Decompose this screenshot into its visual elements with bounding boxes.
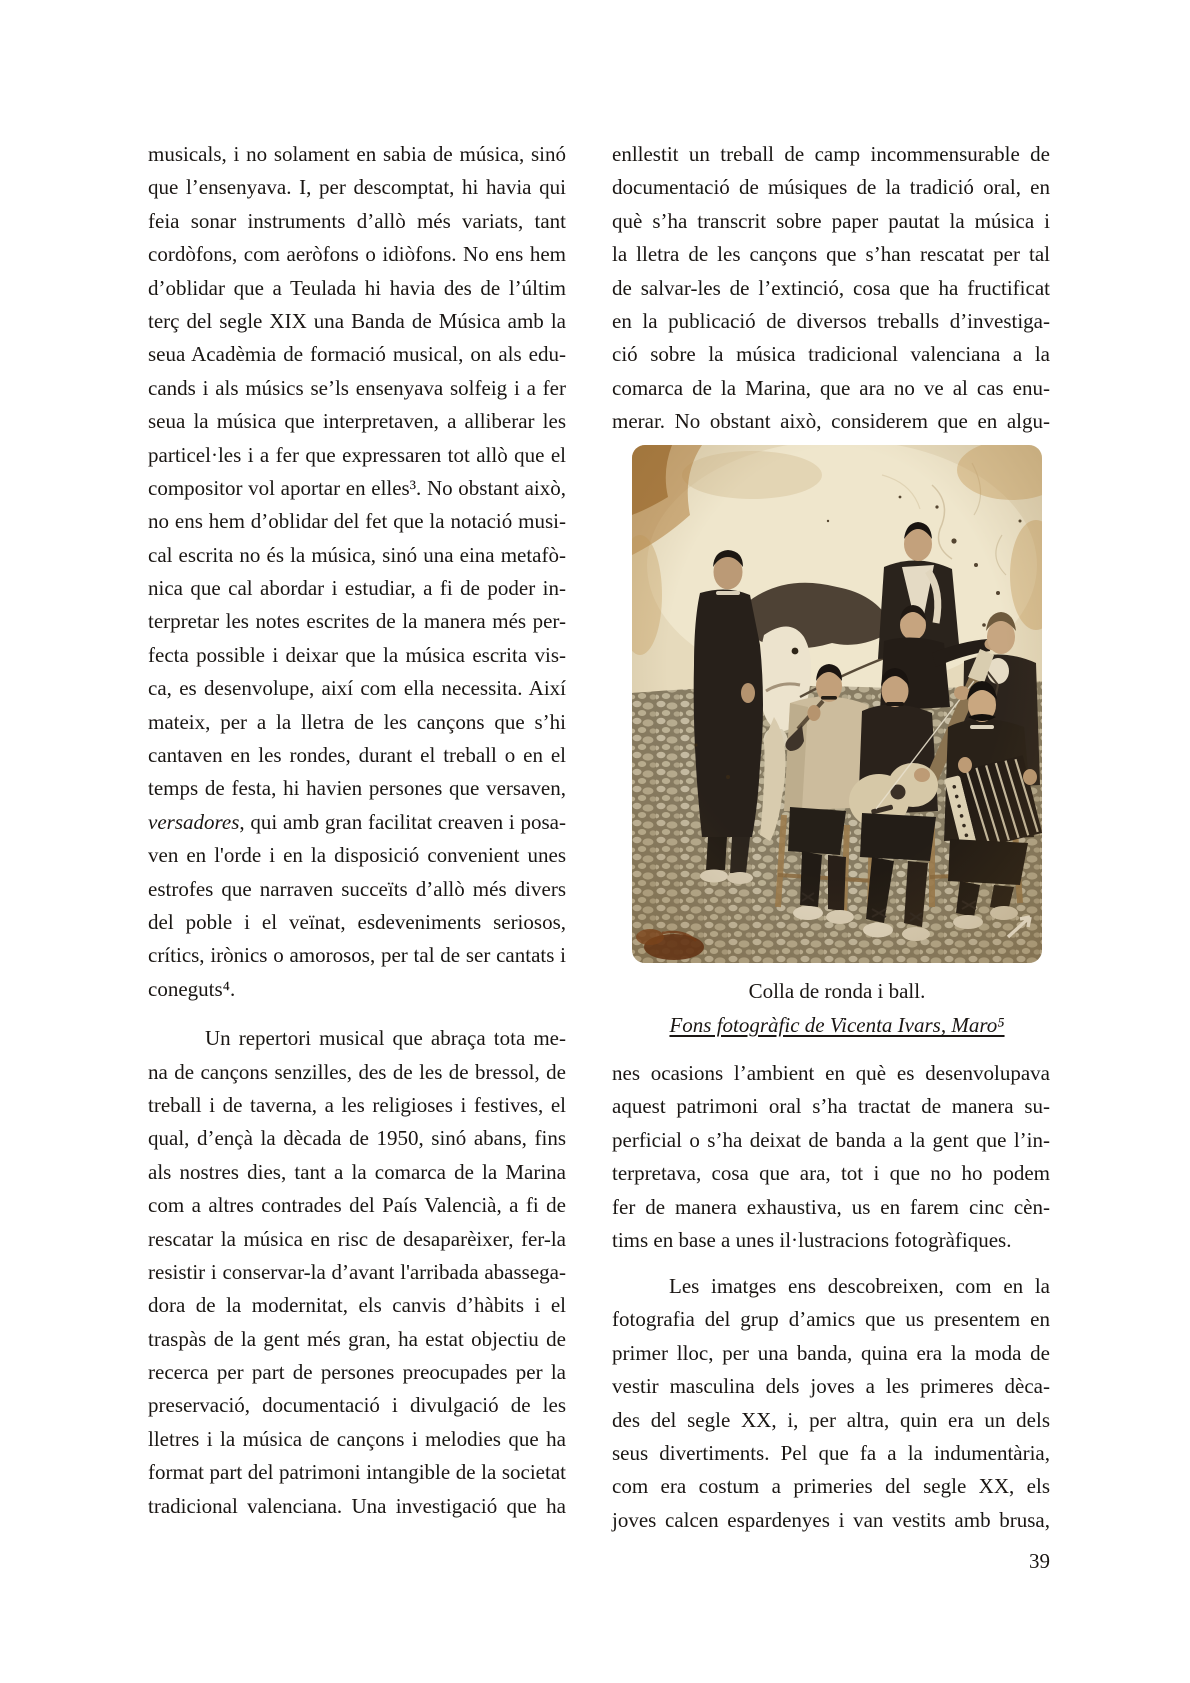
text-line: terpretava, cosa que ara, tot i que no ho podem <box>612 1161 1050 1186</box>
right-text-column-middle <box>612 1057 1050 1257</box>
text-line: temps de festa, hi havien persones que versaven, <box>148 776 566 801</box>
text-line: Les imatges ens descobreixen, com en la <box>669 1274 1050 1298</box>
text-line: recerca per part de persones preocupades per la <box>148 1360 566 1385</box>
text-line: particel·les i a fer que expressaren tot allò que el <box>148 442 566 467</box>
page-number: 39 <box>1029 1549 1050 1573</box>
text-line: de salvar-les de l’extinció, cosa que ha fructificat <box>612 275 1050 300</box>
text-line: com era costum a primeries del segle XX, els <box>612 1474 1050 1499</box>
text-line: ca, es desenvolupe, així com ella necessita. Així <box>148 676 566 701</box>
text-line: fotografia del grup d’amics que us presentem en <box>612 1307 1050 1332</box>
paragraph <box>612 138 1050 439</box>
photo-caption-source: Fons fotogràfic de Vicenta Ivars, Maro⁵ <box>669 1013 1005 1037</box>
text-line: compositor vol aportar en elles³. No obstant això, <box>148 475 566 500</box>
text-line: qual, d’ençà la dècada de 1950, sinó abans, fins <box>148 1126 566 1151</box>
text-line: com a altres contrades del País Valencià, a fi de <box>148 1193 566 1218</box>
right-text-column-top <box>612 138 1050 439</box>
text-line: rescatar la música en risc de desaparèixer, fer-la <box>148 1226 566 1251</box>
text-line: na de cançons senzilles, des de les de bressol, de <box>148 1059 566 1084</box>
text-line: nes ocasions l’ambient en què es desenvolupava <box>612 1061 1050 1085</box>
paragraph <box>148 1022 566 1523</box>
group-photo <box>632 445 1042 963</box>
text-line: lletres i la música de cançons i melodies que ha <box>148 1426 566 1451</box>
right-text-column-bottom <box>612 1270 1050 1537</box>
text-line: fer de manera exhaustiva, us en farem cinc cèn- <box>612 1194 1050 1219</box>
paragraph <box>148 138 566 1006</box>
text-line: Un repertori musical que abraça tota me- <box>205 1026 566 1051</box>
text-line: d’oblidar que a Teulada hi havia des de l’últim <box>148 275 566 300</box>
text-line: als nostres dies, tant a la comarca de la Marina <box>148 1159 566 1184</box>
text-line: cands i als músics se’ls ensenyava solfeig i a fer <box>148 375 566 400</box>
text-line: des del segle XX, i, per altra, quin era un dels <box>612 1407 1050 1432</box>
text-line: del poble i el veïnat, esdeveniments seriosos, <box>148 909 566 934</box>
text-line: nica que cal abordar i estudiar, a fi de poder in- <box>148 576 566 601</box>
text-line: feia sonar instruments d’allò més variats, tant <box>148 208 566 233</box>
text-line: cordòfons, com aeròfons o idiòfons. No ens hem <box>148 242 566 267</box>
text-line: documentació de músiques de la tradició oral, en <box>612 175 1050 200</box>
text-line: ció sobre la música tradicional valenciana a la <box>612 342 1050 367</box>
text-line: no ens hem d’oblidar del fet que la notació musi- <box>148 509 566 534</box>
text-line: perficial o s’ha deixat de banda a la gent que l’in- <box>612 1127 1050 1152</box>
text-line: cantaven en les rondes, durant el treball o en el <box>148 743 566 768</box>
text-line: comarca de la Marina, que ara no ve al cas enu- <box>612 375 1050 400</box>
text-line: musicals, i no solament en sabia de música, sinó <box>148 142 566 166</box>
text-line: versadores, qui amb gran facilitat creaven i posa- <box>148 809 566 834</box>
text-line: vestir masculina dels joves a les primeres dèca- <box>612 1374 1050 1399</box>
text-line: seus divertiments. Pel que fa a la indumentària, <box>612 1440 1050 1465</box>
text-line: format part del patrimoni intangible de la societat <box>148 1460 566 1485</box>
text-line: joves calcen espardenyes i van vestits amb brusa, <box>612 1507 1050 1532</box>
text-line: enllestit un treball de camp incommensurable de <box>612 142 1050 166</box>
group-photo-illustration <box>632 445 1042 963</box>
text-line: estrofes que narraven succeïts d’allò més divers <box>148 876 566 901</box>
text-line: terç del segle XIX una Banda de Música amb la <box>148 308 566 333</box>
text-line: que l’ensenyava. I, per descomptat, hi havia qui <box>148 175 566 200</box>
text-line: seua Acadèmia de formació musical, on als edu- <box>148 342 566 367</box>
text-line: resistir i conservar-la d’avant l'arribada abassega- <box>148 1259 566 1284</box>
text-line: crítics, irònics o amorosos, per tal de ser cantats i <box>148 943 566 968</box>
text-line: merar. No obstant això, considerem que en algu- <box>612 409 1050 434</box>
text-line: què s’ha transcrit sobre paper pautat la música i <box>612 208 1050 233</box>
text-line: primer lloc, per una banda, quina era la moda de <box>612 1340 1050 1365</box>
text-line: terpretar les notes escrites de la manera més per- <box>148 609 566 634</box>
left-text-column <box>148 138 566 1523</box>
photo-caption-title: Colla de ronda i ball. <box>748 979 926 1003</box>
text-line: ven en l'orde i en la disposició convenient unes <box>148 843 566 868</box>
text-line: coneguts⁴. <box>148 976 236 1001</box>
text-line: seua la música que interpretaven, a alliberar les <box>148 409 566 434</box>
text-line: traspàs de la gent més gran, ha estat objectiu de <box>148 1326 566 1351</box>
text-line: en la publicació de diversos treballs d’investiga- <box>612 308 1050 333</box>
text-line: tims en base a unes il·lustracions fotogràfiques. <box>612 1227 1012 1252</box>
text-line: dora de la modernitat, els canvis d’hàbits i el <box>148 1293 566 1318</box>
text-line: tradicional valenciana. Una investigació que ha <box>148 1493 566 1518</box>
paragraph <box>612 1057 1050 1257</box>
text-line: preservació, documentació i divulgació de les <box>148 1393 566 1418</box>
text-line: la lletra de les cançons que s’han rescatat per tal <box>612 242 1050 267</box>
text-line: cal escrita no és la música, sinó una eina metafò- <box>148 542 566 567</box>
text-line: aquest patrimoni oral s’ha tractat de manera su- <box>612 1094 1050 1119</box>
text-line: treball i de taverna, a les religioses i festives, el <box>148 1092 566 1117</box>
text-line: fecta possible i deixar que la música escrita vis- <box>148 642 566 667</box>
paragraph <box>612 1270 1050 1537</box>
text-line: mateix, per a la lletra de les cançons que s’hi <box>148 709 566 734</box>
